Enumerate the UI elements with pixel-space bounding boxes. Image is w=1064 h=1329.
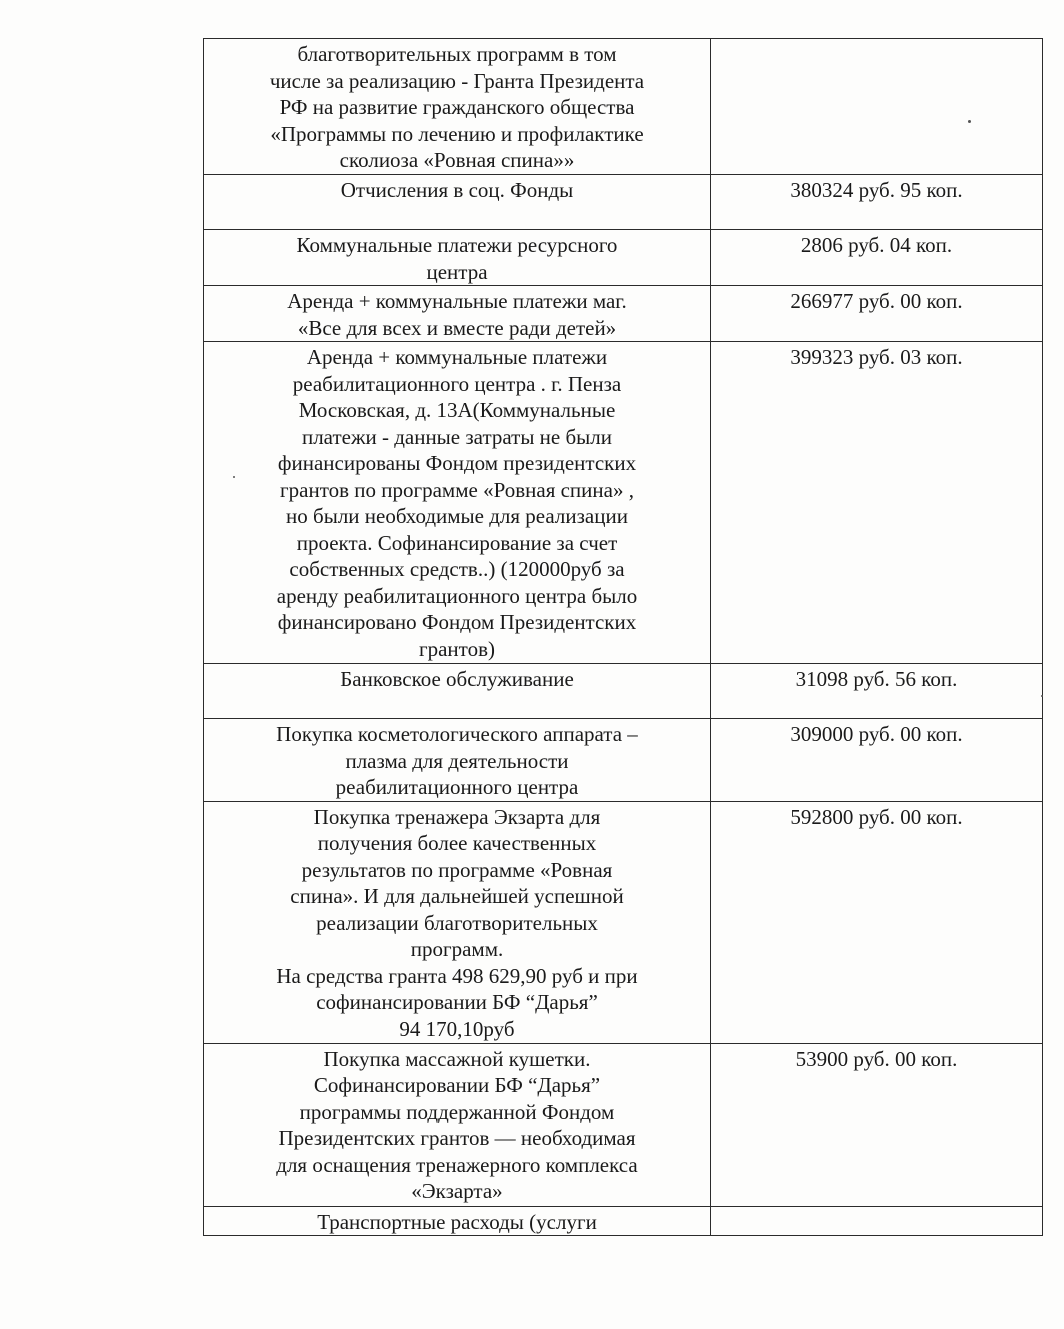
expense-description: Аренда + коммунальные платежи маг. «Все для всех и вместе ради детей» <box>204 286 711 342</box>
expense-amount <box>711 39 1043 175</box>
table-row <box>204 286 1043 342</box>
expense-amount: 2806 руб. 04 коп. <box>711 230 1043 286</box>
expense-amount: 53900 руб. 00 коп. <box>711 1043 1043 1206</box>
expense-amount <box>711 1206 1043 1236</box>
expense-amount: 380324 руб. 95 коп. <box>711 175 1043 230</box>
expense-description: Покупка массажной кушетки. Софинансировании БФ “Дарья” программы поддержанной Фондом Президентских грантов — необходимая для оснащения тренажерного комплекса «Экзарта» <box>204 1043 711 1206</box>
expense-amount: 309000 руб. 00 коп. <box>711 719 1043 802</box>
scan-speck <box>968 120 971 123</box>
table-row <box>204 342 1043 664</box>
scan-speck <box>1041 695 1043 697</box>
table-row <box>204 1043 1043 1206</box>
expense-description: Покупка косметологического аппарата – плазма для деятельности реабилитационного центра <box>204 719 711 802</box>
expense-description: Покупка тренажера Экзарта для получения более качественных результатов по программе «Ровная спина». И для дальнейшей успешной реализации благотворительных программ. На средства гранта 498 629,90 руб и при софинансировании БФ “Дарья” 94 170,10руб <box>204 801 711 1043</box>
table-row <box>204 801 1043 1043</box>
expense-description: Банковское обслуживание <box>204 664 711 719</box>
expense-amount: 31098 руб. 56 коп. <box>711 664 1043 719</box>
expense-description: Транспортные расходы (услуги <box>204 1206 711 1236</box>
expense-description: Отчисления в соц. Фонды <box>204 175 711 230</box>
expense-amount: 592800 руб. 00 коп. <box>711 801 1043 1043</box>
expense-description: благотворительных программ в том числе за реализацию - Гранта Президента РФ на развитие гражданского общества «Программы по лечению и профилактике сколиоза «Ровная спина»» <box>204 39 711 175</box>
expense-amount: 266977 руб. 00 коп. <box>711 286 1043 342</box>
scan-speck <box>233 476 235 478</box>
table-row <box>204 664 1043 719</box>
table-row <box>204 175 1043 230</box>
table-row <box>204 39 1043 175</box>
table-row <box>204 719 1043 802</box>
table-row <box>204 1206 1043 1236</box>
expense-description: Аренда + коммунальные платежи реабилитационного центра . г. Пенза Московская, д. 13А(Коммунальные платежи - данные затраты не были финансированы Фондом президентских грантов по программе «Ровная спина» , но были необходимые для реализации проекта. Софинансирование за счет собственных средств..) (120000руб за аренду реабилитационного центра было финансировано Фондом Президентских грантов) <box>204 342 711 664</box>
expense-description: Коммунальные платежи ресурсного центра <box>204 230 711 286</box>
table-row <box>204 230 1043 286</box>
expense-amount: 399323 руб. 03 коп. <box>711 342 1043 664</box>
expenses-table <box>203 38 1043 1236</box>
